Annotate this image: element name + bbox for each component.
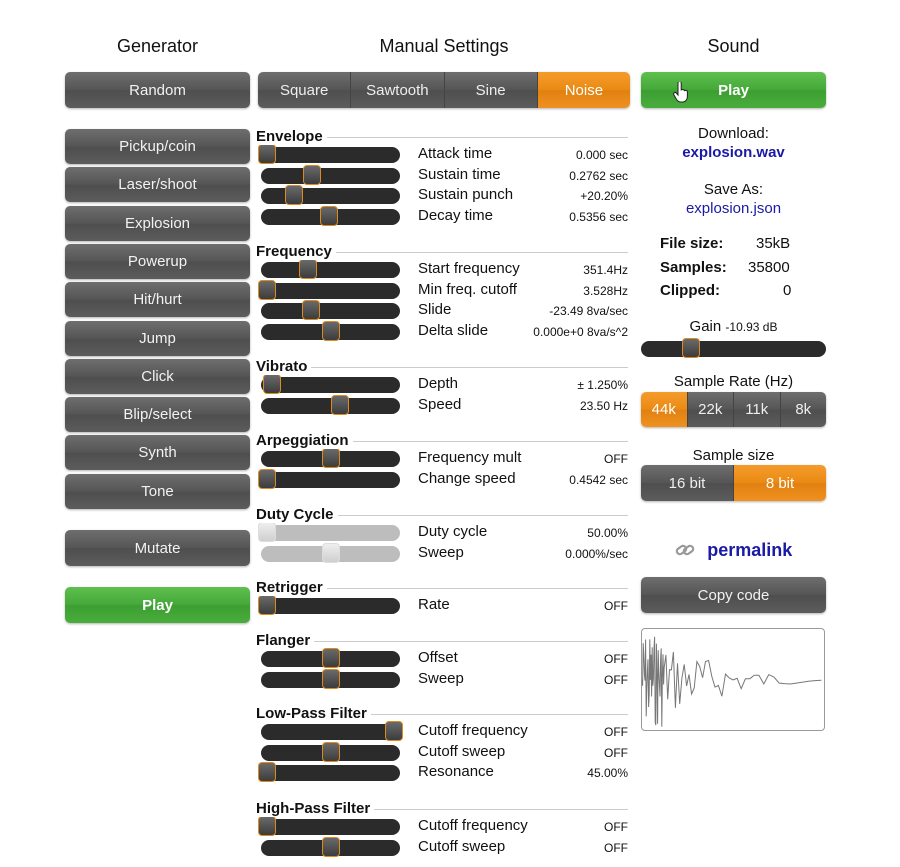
param-row bbox=[256, 374, 628, 394]
permalink-label: permalink bbox=[707, 540, 793, 560]
param-label: Duty cycle bbox=[418, 523, 488, 540]
param-label: Frequency mult bbox=[418, 449, 522, 466]
param-slider-thumb[interactable] bbox=[299, 259, 317, 279]
param-row bbox=[256, 448, 628, 468]
section-divider bbox=[256, 367, 628, 368]
param-slider[interactable] bbox=[261, 598, 400, 614]
param-slider-thumb[interactable] bbox=[302, 300, 320, 320]
waveform-noise-option[interactable]: Noise bbox=[538, 72, 630, 108]
sample-size-16-bit-option[interactable]: 16 bit bbox=[641, 465, 734, 501]
param-value: OFF bbox=[604, 672, 628, 687]
clipped-label: Clipped: bbox=[660, 282, 720, 299]
section-heading bbox=[256, 128, 628, 145]
param-row bbox=[256, 522, 628, 542]
sample-size-selector bbox=[641, 465, 826, 501]
gain-value: -10.93 dB bbox=[725, 320, 778, 334]
param-value: OFF bbox=[604, 652, 628, 666]
param-label: Delta slide bbox=[418, 322, 489, 340]
samples-label: Samples: bbox=[660, 259, 727, 276]
param-label: Min freq. cutoff bbox=[418, 280, 517, 298]
sample-rate-8k-option[interactable]: 8k bbox=[781, 392, 827, 427]
manual-settings-title: Manual Settings bbox=[379, 36, 509, 56]
param-value: 351.4Hz bbox=[583, 263, 628, 277]
param-label: Depth bbox=[418, 375, 459, 392]
param-slider-thumb[interactable] bbox=[322, 837, 340, 857]
param-slider[interactable] bbox=[261, 168, 400, 184]
section-low-pass-filter bbox=[256, 705, 628, 781]
waveform-trace bbox=[642, 637, 821, 727]
preset-laser-shoot-button[interactable]: Laser/shoot bbox=[65, 167, 250, 202]
section-envelope bbox=[256, 128, 628, 225]
param-row bbox=[256, 206, 628, 226]
preset-jump-button[interactable]: Jump bbox=[65, 321, 250, 356]
preset-explosion-button[interactable]: Explosion bbox=[65, 206, 250, 241]
param-value: 0.2762 sec bbox=[569, 168, 628, 183]
param-label: Rate bbox=[418, 596, 450, 613]
param-slider[interactable] bbox=[261, 451, 400, 467]
section-heading bbox=[256, 800, 628, 817]
preset-hit-hurt-button[interactable]: Hit/hurt bbox=[65, 282, 250, 317]
param-slider-thumb[interactable] bbox=[263, 374, 281, 394]
param-value: 45.00% bbox=[587, 766, 628, 781]
gain-label: Gain bbox=[689, 318, 722, 335]
copy-code-button[interactable]: Copy code bbox=[641, 577, 826, 613]
preset-synth-button[interactable]: Synth bbox=[65, 435, 250, 470]
param-value: -23.49 8va/sec bbox=[549, 304, 628, 319]
param-value: 0.000%/sec bbox=[565, 546, 628, 561]
param-label: Resonance bbox=[418, 763, 494, 781]
save-as-label: Save As: bbox=[703, 181, 764, 198]
section-heading bbox=[256, 358, 628, 375]
waveform-sawtooth-option[interactable]: Sawtooth bbox=[351, 72, 444, 108]
save-json-link[interactable]: explosion.json bbox=[685, 200, 782, 217]
param-slider[interactable] bbox=[261, 188, 400, 204]
param-slider[interactable] bbox=[261, 819, 400, 835]
param-slider-thumb[interactable] bbox=[385, 721, 403, 741]
param-label: Cutoff sweep bbox=[418, 837, 506, 855]
param-slider-thumb[interactable] bbox=[320, 206, 338, 226]
sample-rate-22k-option[interactable]: 22k bbox=[688, 392, 735, 427]
section-title: Retrigger bbox=[256, 579, 327, 596]
preset-pickup-coin-button[interactable]: Pickup/coin bbox=[65, 129, 250, 164]
param-row bbox=[256, 648, 628, 668]
param-slider bbox=[261, 546, 400, 562]
param-row bbox=[256, 185, 628, 205]
param-row bbox=[256, 837, 628, 857]
param-value: OFF bbox=[604, 840, 628, 855]
param-slider[interactable] bbox=[261, 303, 400, 319]
gain-slider[interactable] bbox=[641, 341, 826, 357]
param-label: Sweep bbox=[418, 669, 464, 687]
param-slider-thumb bbox=[322, 543, 340, 563]
section-duty-cycle bbox=[256, 506, 628, 561]
section-flanger bbox=[256, 632, 628, 687]
section-title: Frequency bbox=[256, 243, 336, 260]
param-slider-thumb[interactable] bbox=[258, 762, 276, 782]
param-slider-thumb[interactable] bbox=[322, 321, 340, 341]
param-value: 0.5356 sec bbox=[569, 210, 628, 225]
param-slider[interactable] bbox=[261, 745, 400, 761]
param-slider[interactable] bbox=[261, 324, 400, 340]
param-slider[interactable] bbox=[261, 377, 400, 393]
sound-play-button[interactable] bbox=[641, 72, 826, 108]
gain-heading bbox=[641, 318, 826, 335]
param-value: ± 1.250% bbox=[577, 378, 628, 392]
param-slider[interactable] bbox=[261, 840, 400, 856]
param-row bbox=[256, 543, 628, 563]
param-slider[interactable] bbox=[261, 209, 400, 225]
param-slider-thumb[interactable] bbox=[303, 165, 321, 185]
param-value: 0.000e+0 8va/s^2 bbox=[533, 325, 628, 340]
param-row bbox=[256, 395, 628, 415]
param-value: OFF bbox=[604, 599, 628, 613]
param-row bbox=[256, 259, 628, 279]
param-value: 23.50 Hz bbox=[579, 398, 628, 413]
param-label: Slide bbox=[418, 301, 452, 319]
param-slider-thumb[interactable] bbox=[331, 395, 349, 415]
preset-blip-select-button[interactable]: Blip/select bbox=[65, 397, 250, 432]
section-retrigger bbox=[256, 579, 628, 613]
param-row bbox=[256, 165, 628, 185]
sample-size-label: Sample size bbox=[692, 447, 775, 464]
section-heading bbox=[256, 579, 628, 596]
file-size-value: 35kB bbox=[756, 235, 791, 252]
param-label: Cutoff frequency bbox=[418, 817, 528, 834]
param-slider-thumb[interactable] bbox=[258, 595, 276, 615]
sound-title: Sound bbox=[707, 36, 760, 56]
param-slider[interactable] bbox=[261, 724, 400, 740]
param-row bbox=[256, 280, 628, 300]
param-slider[interactable] bbox=[261, 672, 400, 688]
param-slider[interactable] bbox=[261, 262, 400, 278]
param-slider[interactable] bbox=[261, 765, 400, 781]
param-row bbox=[256, 762, 628, 782]
preset-powerup-button[interactable]: Powerup bbox=[65, 244, 250, 279]
section-title: Envelope bbox=[256, 128, 327, 145]
download-label: Download: bbox=[698, 125, 769, 142]
clipped-value: 0 bbox=[783, 282, 792, 299]
download-wav-link[interactable]: explosion.wav bbox=[682, 144, 785, 161]
section-vibrato bbox=[256, 358, 628, 413]
section-title: Vibrato bbox=[256, 358, 311, 375]
param-slider bbox=[261, 525, 400, 541]
param-row bbox=[256, 742, 628, 762]
generator-play-button[interactable]: Play bbox=[65, 587, 250, 623]
param-value: OFF bbox=[604, 820, 628, 834]
file-size-label: File size: bbox=[660, 235, 724, 252]
param-slider-thumb[interactable] bbox=[322, 448, 340, 468]
param-value: OFF bbox=[604, 745, 628, 760]
param-label: Start frequency bbox=[418, 260, 520, 277]
generator-title: Generator bbox=[116, 36, 199, 56]
section-title: Arpeggiation bbox=[256, 432, 353, 449]
sample-rate-selector bbox=[641, 392, 826, 427]
param-row bbox=[256, 595, 628, 615]
param-slider[interactable] bbox=[261, 147, 400, 163]
waveform-square-option[interactable]: Square bbox=[258, 72, 351, 108]
param-slider-thumb bbox=[258, 522, 276, 542]
param-value: 50.00% bbox=[587, 526, 628, 540]
sample-rate-44k-option[interactable]: 44k bbox=[641, 392, 688, 427]
param-row bbox=[256, 144, 628, 164]
param-value: OFF bbox=[604, 452, 628, 466]
param-value: 0.4542 sec bbox=[569, 472, 628, 487]
param-label: Offset bbox=[418, 649, 458, 666]
param-slider[interactable] bbox=[261, 398, 400, 414]
param-slider-thumb[interactable] bbox=[322, 669, 340, 689]
section-heading bbox=[256, 632, 628, 649]
section-heading bbox=[256, 705, 628, 722]
section-title: Low-Pass Filter bbox=[256, 705, 371, 722]
param-slider[interactable] bbox=[261, 283, 400, 299]
param-label: Speed bbox=[418, 395, 462, 413]
param-value: 0.000 sec bbox=[575, 148, 628, 162]
chain-link-icon bbox=[675, 543, 695, 557]
param-label: Decay time bbox=[418, 207, 494, 225]
section-heading bbox=[256, 432, 628, 449]
param-label: Sustain punch bbox=[418, 186, 514, 204]
param-label: Cutoff frequency bbox=[418, 722, 528, 739]
param-label: Sweep bbox=[418, 543, 464, 561]
param-label: Change speed bbox=[418, 469, 516, 487]
param-row bbox=[256, 321, 628, 341]
permalink[interactable] bbox=[641, 540, 826, 561]
waveform-selector bbox=[258, 72, 630, 108]
param-slider-thumb[interactable] bbox=[258, 280, 276, 300]
param-slider[interactable] bbox=[261, 651, 400, 667]
waveform-preview-graph bbox=[642, 629, 825, 731]
section-title: Flanger bbox=[256, 632, 314, 649]
section-title: High-Pass Filter bbox=[256, 800, 374, 817]
random-button[interactable]: Random bbox=[65, 72, 250, 108]
param-slider[interactable] bbox=[261, 472, 400, 488]
section-frequency bbox=[256, 243, 628, 340]
param-row bbox=[256, 469, 628, 489]
section-title: Duty Cycle bbox=[256, 506, 338, 523]
sample-size-8-bit-option[interactable]: 8 bit bbox=[734, 465, 826, 501]
param-row bbox=[256, 721, 628, 741]
param-row bbox=[256, 816, 628, 836]
samples-value: 35800 bbox=[748, 259, 790, 276]
section-heading bbox=[256, 243, 628, 260]
hand-cursor-icon bbox=[673, 82, 689, 104]
section-arpeggiation bbox=[256, 432, 628, 487]
param-label: Attack time bbox=[418, 145, 493, 162]
param-row bbox=[256, 300, 628, 320]
param-slider-thumb[interactable] bbox=[285, 185, 303, 205]
param-slider-thumb[interactable] bbox=[258, 469, 276, 489]
param-value: OFF bbox=[604, 725, 628, 739]
section-high-pass-filter bbox=[256, 800, 628, 855]
sample-rate-11k-option[interactable]: 11k bbox=[734, 392, 781, 427]
mutate-button[interactable]: Mutate bbox=[65, 530, 250, 566]
param-label: Cutoff sweep bbox=[418, 742, 506, 760]
param-value: +20.20% bbox=[580, 189, 628, 204]
param-slider-thumb[interactable] bbox=[322, 648, 340, 668]
waveform-preview bbox=[641, 628, 825, 731]
waveform-sine-option[interactable]: Sine bbox=[445, 72, 538, 108]
param-slider-thumb[interactable] bbox=[322, 742, 340, 762]
param-label: Sustain time bbox=[418, 165, 501, 183]
section-heading bbox=[256, 506, 628, 523]
param-slider-thumb[interactable] bbox=[258, 816, 276, 836]
sound-play-label: Play bbox=[718, 81, 749, 99]
preset-click-button[interactable]: Click bbox=[65, 359, 250, 394]
sample-rate-label: Sample Rate (Hz) bbox=[673, 373, 794, 390]
param-value: 3.528Hz bbox=[583, 283, 628, 298]
preset-tone-button[interactable]: Tone bbox=[65, 474, 250, 509]
param-slider-thumb[interactable] bbox=[258, 144, 276, 164]
gain-slider-thumb[interactable] bbox=[682, 338, 700, 358]
param-row bbox=[256, 669, 628, 689]
